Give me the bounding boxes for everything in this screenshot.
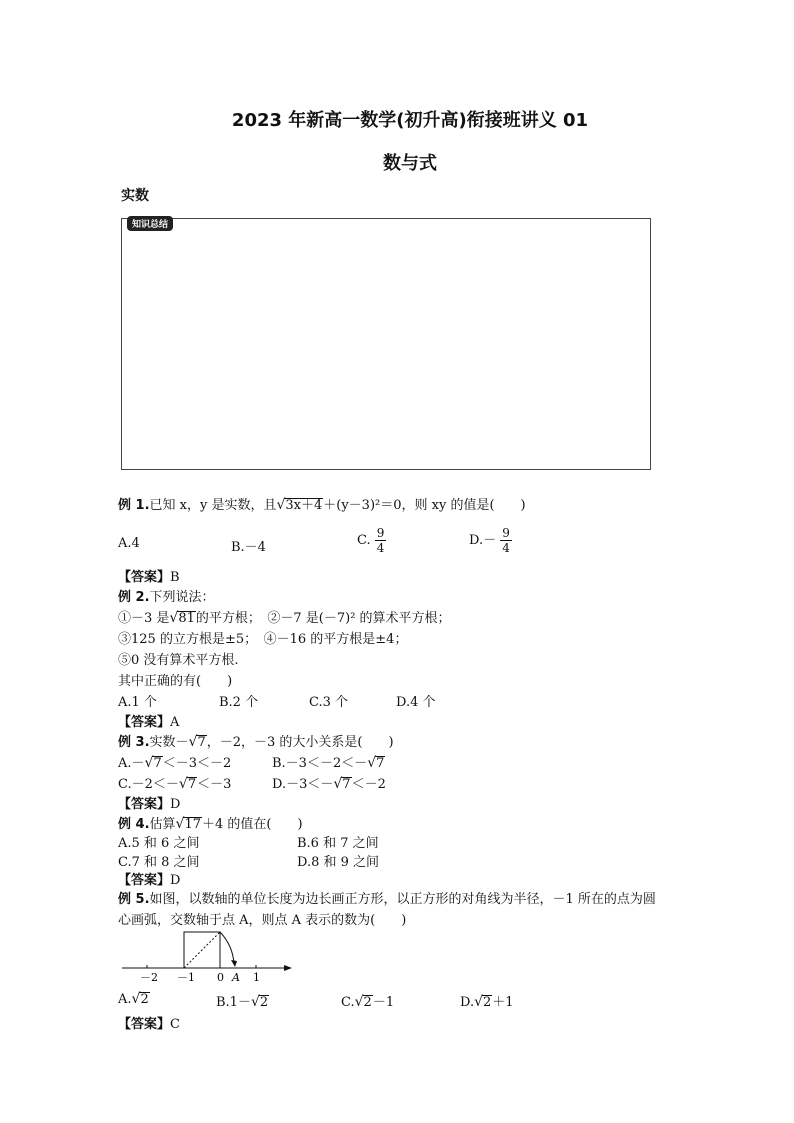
option-text: B.－3＜－2＜－ xyxy=(272,756,368,771)
sqrt-sign-icon: √ xyxy=(169,610,179,626)
option-text: A.－ xyxy=(118,756,145,771)
q4-option-a: A.5 和 6 之间 xyxy=(118,836,200,851)
radicand: 17 xyxy=(184,817,201,832)
question-4 xyxy=(118,813,303,832)
q1-answer xyxy=(118,566,180,585)
sqrt-sign-icon: √ xyxy=(144,755,154,771)
q2-option-c: C.3 个 xyxy=(309,695,349,710)
q1-option-b: B.－4 xyxy=(231,540,266,555)
radicand: 81 xyxy=(178,611,195,626)
answer-value: D xyxy=(170,797,181,812)
option-text: C. xyxy=(341,995,355,1010)
tick-label: 0 xyxy=(217,971,224,984)
fraction-denominator: 4 xyxy=(502,541,510,555)
question-2 xyxy=(118,586,215,605)
sqrt-sign-icon: √ xyxy=(131,991,141,1007)
answer-value: D xyxy=(170,873,181,888)
question-text: 如图，以数轴的单位长度为边长画正方形，以正方形的对角线为半径，－1 所在的点为圆 xyxy=(149,892,656,907)
option-label: C. xyxy=(357,533,371,548)
q1-option-c xyxy=(357,526,386,555)
radicand: 7 xyxy=(187,777,197,792)
document-title: 2023 年新高一数学(初升高)衔接班讲义 01 xyxy=(231,110,589,131)
q1-option-d xyxy=(469,526,512,555)
statement-text: ①－3 是 xyxy=(118,611,170,626)
q5-option-a xyxy=(118,991,150,1007)
sqrt-sign-icon: √ xyxy=(367,755,377,771)
knowledge-summary-badge: 知识总结 xyxy=(127,216,173,231)
fraction xyxy=(500,526,512,555)
sqrt-sign-icon: √ xyxy=(333,776,343,792)
q3-option-c xyxy=(118,773,231,792)
option-label: D.－ xyxy=(469,533,497,548)
option-text: ＜－2 xyxy=(351,777,386,792)
sqrt-sign-icon: √ xyxy=(188,734,198,750)
q4-option-c: C.7 和 8 之间 xyxy=(118,855,200,870)
q2-option-b: B.2 个 xyxy=(219,695,259,710)
option-text: ＋1 xyxy=(492,995,514,1010)
radicand: 7 xyxy=(342,777,351,792)
option-text: ＜－3＜－2 xyxy=(162,756,232,771)
q2-statement-3: ⑤0 没有算术平方根. xyxy=(118,653,239,668)
sqrt-sign-icon: √ xyxy=(175,816,185,832)
q2-ask: 其中正确的有( ) xyxy=(118,674,233,689)
answer-value: A xyxy=(170,715,180,730)
question-label: 例 4. xyxy=(118,817,150,832)
q3-option-b xyxy=(272,752,385,771)
radicand: 7 xyxy=(153,756,162,771)
radicand: 2 xyxy=(363,995,372,1010)
radicand: 2 xyxy=(259,995,269,1010)
question-3 xyxy=(118,731,394,750)
question-text: ＋4 的值在( ) xyxy=(202,817,303,832)
question-label: 例 2. xyxy=(118,590,150,605)
tick-label: 1 xyxy=(253,971,260,984)
question-1 xyxy=(118,494,526,513)
q5-option-c xyxy=(341,991,394,1010)
question-text: ，－2，－3 的大小关系是( ) xyxy=(206,735,394,750)
radicand: 7 xyxy=(197,735,206,750)
radicand: 2 xyxy=(140,992,149,1007)
section-heading: 实数 xyxy=(121,188,149,204)
question-text: 估算 xyxy=(149,817,176,832)
sqrt-sign-icon: √ xyxy=(354,994,364,1010)
answer-label: 【答案】 xyxy=(118,873,171,888)
q2-statement-2: ③125 的立方根是±5； ④－16 的平方根是±4； xyxy=(118,632,408,647)
q4-answer xyxy=(118,869,180,888)
question-label: 例 1. xyxy=(118,498,150,513)
q3-option-d xyxy=(272,773,386,792)
q3-option-a xyxy=(118,752,231,771)
answer-label: 【答案】 xyxy=(118,797,171,812)
question-text: 已知 x，y 是实数，且 xyxy=(149,498,277,513)
tick-label: －1 xyxy=(177,971,195,984)
radicand: 3x＋4 xyxy=(285,498,323,513)
option-text: D.－3＜－ xyxy=(272,777,334,792)
tick-label: A xyxy=(232,971,240,984)
tick-label: －2 xyxy=(140,971,158,984)
sqrt-sign-icon: √ xyxy=(250,994,260,1010)
q4-option-d: D.8 和 9 之间 xyxy=(297,855,380,870)
question-label: 例 3. xyxy=(118,735,150,750)
q5-answer xyxy=(118,1013,180,1032)
answer-label: 【答案】 xyxy=(118,715,171,730)
q2-answer xyxy=(118,711,179,730)
answer-label: 【答案】 xyxy=(118,570,171,585)
option-text: －1 xyxy=(372,995,395,1010)
q4-option-b: B.6 和 7 之间 xyxy=(297,836,379,851)
arc-curve xyxy=(220,932,234,964)
q2-option-a: A.1 个 xyxy=(118,695,157,710)
option-text: D. xyxy=(460,995,475,1010)
fraction xyxy=(375,526,387,555)
fraction-denominator: 4 xyxy=(376,541,385,555)
question-label: 例 5. xyxy=(118,892,150,907)
arrow-icon xyxy=(284,965,292,971)
option-text: A. xyxy=(118,992,132,1007)
q1-option-a: A.4 xyxy=(118,536,140,551)
question-5 xyxy=(118,888,656,907)
answer-label: 【答案】 xyxy=(118,1017,171,1032)
question-text: ＋(y－3)²＝0，则 xy 的值是( ) xyxy=(323,498,526,513)
knowledge-summary-box xyxy=(121,218,651,470)
fraction-numerator: 9 xyxy=(502,526,510,540)
option-text: B.1－ xyxy=(216,995,251,1010)
statement-text: 的平方根； ②－7 是(－7)² 的算术平方根； xyxy=(195,611,451,626)
sqrt-sign-icon: √ xyxy=(178,776,188,792)
question-5-line-2: 心画弧，交数轴于点 A，则点 A 表示的数为( ) xyxy=(118,913,407,928)
number-line-figure xyxy=(118,930,298,986)
fraction-numerator: 9 xyxy=(376,526,385,540)
answer-value: C xyxy=(170,1017,180,1032)
question-text: 实数－ xyxy=(149,735,189,750)
arc-arrow-icon xyxy=(231,960,237,967)
document-subtitle: 数与式 xyxy=(383,153,437,174)
diagonal-line xyxy=(184,932,220,968)
option-text: ＜－3 xyxy=(197,777,232,792)
answer-value: B xyxy=(170,570,180,585)
q3-answer xyxy=(118,793,180,812)
option-text: C.－2＜－ xyxy=(118,777,179,792)
q5-option-d xyxy=(460,991,514,1010)
radicand: 7 xyxy=(376,756,385,771)
radicand: 2 xyxy=(483,995,492,1010)
sqrt-sign-icon: √ xyxy=(276,497,286,513)
q2-option-d: D.4 个 xyxy=(396,695,436,710)
q2-statement-1 xyxy=(118,607,451,626)
sqrt-sign-icon: √ xyxy=(474,994,484,1010)
question-text: 下列说法： xyxy=(149,590,215,605)
q5-option-b xyxy=(216,991,269,1010)
